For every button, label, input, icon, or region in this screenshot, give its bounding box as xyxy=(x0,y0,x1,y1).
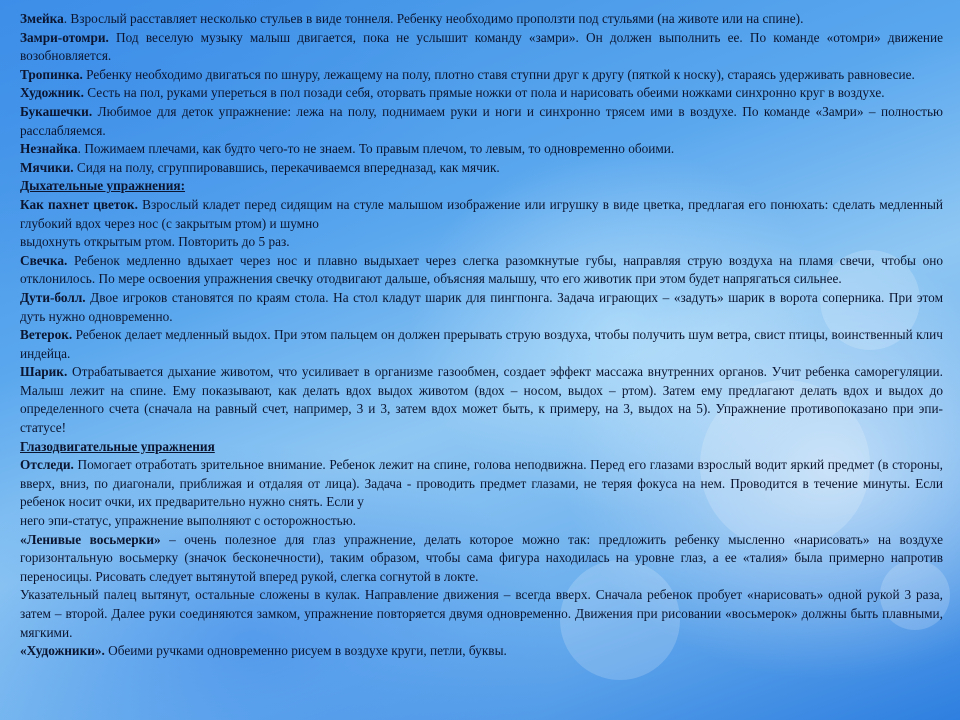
exercise-paragraph xyxy=(20,29,943,66)
exercise-description: Взрослый кладет перед сидящим на стуле малышом изображение или игрушку в виде цветка, предлагая его понюхать: сделать медленный глубокий вдох через нос (с закрытым ртом) и шумно выдохнуть открытым ртом. Повторить до 5 раз. xyxy=(20,196,943,250)
exercise-paragraph xyxy=(20,66,943,85)
exercise-paragraph xyxy=(20,586,943,642)
exercise-description: Двое игроков становятся по краям стола. На стол кладут шарик для пингпонга. Задача играющих – «задуть» шарик в ворота соперника. При этом дуть нужно одновременно. xyxy=(20,289,943,324)
exercise-description: Под веселую музыку малыш двигается, пока не услышит команду «замри». Он должен выполнить ее. По команде «отомри» движение возобновляется. xyxy=(20,29,943,64)
exercise-paragraph xyxy=(20,289,943,326)
exercise-title: Свечка. xyxy=(20,252,68,268)
exercise-description: Указательный палец вытянут, остальные сложены в кулак. Направление движения – всегда вверх. Сначала ребенок пробует «нарисовать» одной рукой 3 раза, затем – второй. Далее руки соединяются замком, упражнение повторяется двумя одновременно. Движения при рисовании «восьмерок» должны быть плавными, мягкими. xyxy=(20,587,943,640)
section-heading-text: Глазодвигательные упражнения xyxy=(20,438,215,454)
section-heading xyxy=(20,177,943,196)
exercise-paragraph xyxy=(20,252,943,289)
exercise-description: Обеими ручками одновременно рисуем в воздухе круги, петли, буквы. xyxy=(104,643,507,659)
exercise-title: «Ленивые восьмерки» xyxy=(20,531,161,547)
exercise-title: Дути-болл. xyxy=(20,289,86,305)
exercise-description: Сидя на полу, сгруппировавшись, перекачиваемся впередназад, как мячик. xyxy=(73,159,500,175)
exercise-paragraph xyxy=(20,196,943,252)
exercise-text-block xyxy=(20,10,943,661)
exercise-description: Ребенок делает медленный выдох. При этом пальцем он должен прерывать струю воздуха, чтобы получить шум ветра, свист птицы, воинственный клич индейца. xyxy=(20,327,943,361)
exercise-paragraph xyxy=(20,10,943,29)
exercise-description: Любимое для деток упражнение: лежа на полу, поднимаем руки и ноги и синхронно трясем ими в воздухе. По команде «Замри» – полностью расслабляемся. xyxy=(20,103,943,138)
exercise-title: Шарик. xyxy=(20,364,68,380)
exercise-description: . Взрослый расставляет несколько стульев в виде тоннеля. Ребенку необходимо проползти под стульями (на животе или на спине). xyxy=(63,11,804,26)
exercise-paragraph xyxy=(20,642,943,661)
exercise-description: . Пожимаем плечами, как будто чего-то не знаем. То правым плечом, то левым, то одновременно обоими. xyxy=(77,141,675,157)
exercise-description: Ребенок медленно вдыхает через нос и плавно выдыхает через слегка разомкнутые губы, направляя струю воздуха на пламя свечи, чтобы оно отклонилось. По мере освоения упражнения свечку отодвигают дальше, объясняя малышу, что его животик при этом будет напрягаться сильнее. xyxy=(20,252,943,287)
exercise-title: Замри-отомри. xyxy=(20,29,109,45)
exercise-paragraph xyxy=(20,103,943,140)
exercise-paragraph xyxy=(20,159,943,178)
exercise-paragraph xyxy=(20,140,943,159)
exercise-description: Сесть на пол, руками упереться в пол позади себя, оторвать прямые ножки от пола и нарисовать обеими ножками синхронно круг в воздухе. xyxy=(83,85,885,101)
exercise-paragraph xyxy=(20,456,943,530)
exercise-title: «Художники». xyxy=(20,643,105,659)
exercise-title: Змейка xyxy=(20,11,64,26)
exercise-title: Отследи. xyxy=(20,457,74,473)
exercise-title: Как пахнет цветок. xyxy=(20,196,138,212)
exercise-title: Букашечки. xyxy=(20,103,93,119)
exercise-title: Тропинка. xyxy=(20,66,83,82)
exercise-description: Ребенку необходимо двигаться по шнуру, лежащему на полу, плотно ставя ступни друг к другу (пяткой к носку), стараясь удерживать равновесие. xyxy=(82,66,915,82)
exercise-title: Мячики. xyxy=(20,159,74,175)
exercise-paragraph xyxy=(20,531,943,587)
section-heading xyxy=(20,438,943,457)
exercise-title: Ветерок. xyxy=(20,327,73,343)
exercise-title: Художник. xyxy=(20,85,84,101)
exercise-description: Помогает отработать зрительное внимание. Ребенок лежит на спине, голова неподвижна. Перед его глазами взрослый водит яркий предмет (в стороны, вверх, вниз, по диагонали, приближая и отдаляя от лица). Задача - проводить предмет глазами, не теряя фокуса на нем. Проводится в течение минуты. Если ребенок носит очки, их предварительно нужно снять. Если у него эпи-статус, упражнение выполняют с осторожностью. xyxy=(20,457,943,529)
exercise-paragraph xyxy=(20,363,943,437)
exercise-paragraph xyxy=(20,326,943,363)
exercise-description: – очень полезное для глаз упражнение, делать которое можно так: предложить ребенку мысленно «нарисовать» на воздухе горизонтальную восьмерку (значок бесконечности), таким образом, чтобы сама фигура находилась на уровне глаз, а ее «талия» была примерно напротив переносицы. Рисовать следует вытянутой вперед рукой, слегка согнутой в локте. xyxy=(20,531,943,584)
section-heading-text: Дыхательные упражнения: xyxy=(20,178,186,194)
exercise-paragraph xyxy=(20,84,943,103)
exercise-description: Отрабатывается дыхание животом, что усиливает в организме газообмен, создает эффект массажа внутренних органов. Учит ребенка саморегуляции. Малыш лежит на спине. Ему показывают, как делать вдох выдох животом (вдох – носом, выдох – ртом). Затем ему предлагают делать вдох и выдох до определенного счета (сначала на равный счет, например, 3 и 3, затем вдох может быть, к примеру, на 3, выдох на 5). Упражнение противопоказано при эпи-статусе! xyxy=(20,364,943,436)
exercise-title: Незнайка xyxy=(20,141,78,157)
